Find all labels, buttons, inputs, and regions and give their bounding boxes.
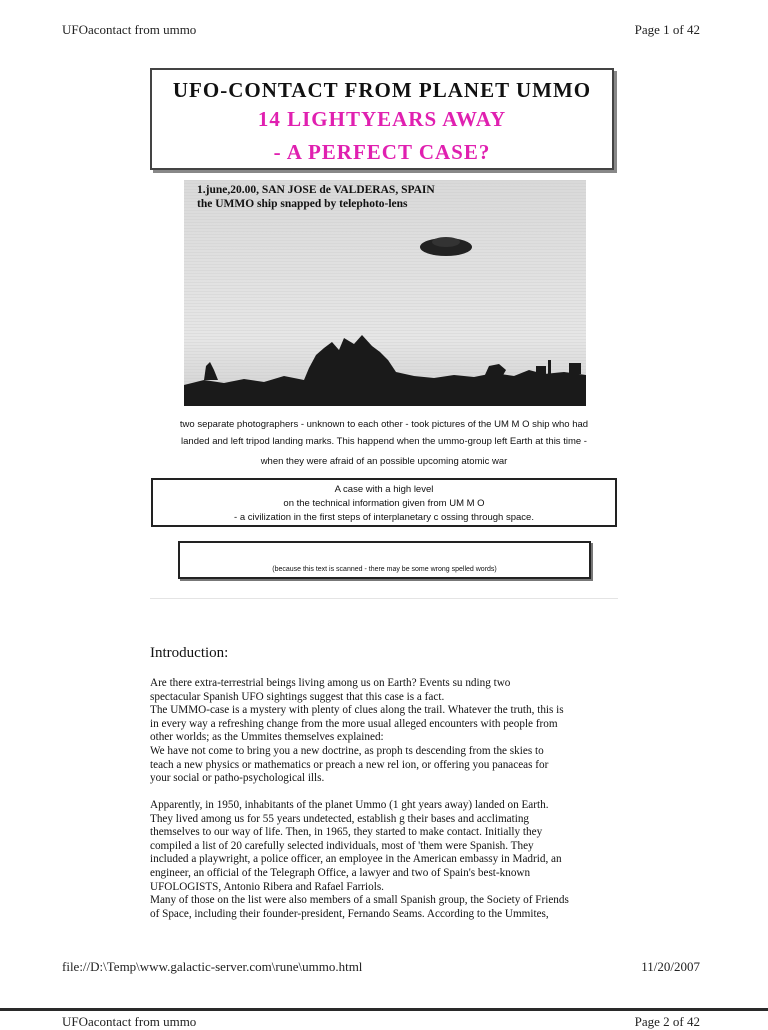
text-line: Are there extra-terrestrial beings living among us on Earth? Events su nding two xyxy=(150,677,511,689)
page-footer-url: file://D:\Temp\www.galactic-server.com\rune\ummo.html xyxy=(62,959,363,974)
title-line-1: UFO-CONTACT FROM PLANET UMMO xyxy=(172,78,592,102)
photo-description-line: when they were afraid of an possible upcoming atomic war xyxy=(260,456,508,467)
text-line: We have not come to bring you a new doctrine, as proph ts descending from the skies to xyxy=(150,744,544,757)
text-line: engineer, an official of the Telegraph Office, a lawyer and two of Spain's best-known xyxy=(150,866,531,879)
introduction-paragraph-1 xyxy=(150,677,620,786)
title-line-2: 14 LIGHTYEARS AWAY xyxy=(257,107,507,131)
text-line: They lived among us for 55 years undetected, establish g their bases and acclimating xyxy=(150,812,530,825)
text-line: Apparently, in 1950, inhabitants of the planet Ummo (1 ght years away) landed on Earth. xyxy=(150,799,549,811)
page-separator xyxy=(0,1008,768,1011)
divider xyxy=(150,598,618,599)
page-header-page-number: Page 1 of 42 xyxy=(634,22,700,37)
info-box-line: A case with a high level xyxy=(334,484,434,495)
text-line: UFOLOGISTS, Antonio Ribera and Rafael Farriols. xyxy=(150,880,384,893)
next-page-header-page-number: Page 2 of 42 xyxy=(634,1014,700,1029)
text-line: in every way a refreshing change from the more usual alleged encounters with people from xyxy=(150,717,558,730)
text-line: teach a new physics or mathematics or preach a new rel ion, or offering you panaceas for xyxy=(150,758,549,771)
ufo-photo xyxy=(184,180,586,406)
photo-description xyxy=(150,416,618,470)
photo-description-line: landed and left tripod landing marks. This happend when the ummo-group left Earth at this time - xyxy=(181,436,587,447)
scan-note-text: (because this text is scanned - there may be some wrong spelled words) xyxy=(272,566,497,573)
text-line: included a playwright, a police officer, an employee in the American embassy in Madrid, an xyxy=(150,853,562,866)
text-line: The UMMO-case is a mystery with plenty of clues along the trail. Whatever the truth, this is xyxy=(150,704,564,717)
info-box-line: - a civilization in the first steps of interplanetary c ossing through space. xyxy=(234,512,534,523)
info-box xyxy=(151,478,617,527)
text-line: your social or patho-psychological ills. xyxy=(150,772,325,785)
text-line: spectacular Spanish UFO sightings suggest that this case is a fact. xyxy=(150,690,445,703)
text-line: other worlds; as the Ummites themselves explained: xyxy=(150,731,384,744)
page-footer-date: 11/20/2007 xyxy=(641,959,700,974)
introduction-paragraph-2 xyxy=(150,799,620,921)
text-line: compiled a list of 20 carefully selected individuals, most of 'them were Spanish. They xyxy=(150,839,534,852)
photo-caption-line-2: the UMMO ship snapped by telephoto-lens xyxy=(197,198,408,210)
title-box xyxy=(150,68,614,170)
scan-note-box xyxy=(178,541,591,579)
photo-description-line: two separate photographers - unknown to each other - took pictures of the UM M O ship who had xyxy=(179,419,589,430)
text-line: themselves to our way of life. Then, in 1965, they started to make contact. Initially they xyxy=(150,826,543,839)
page-header-title: UFOacontact from ummo xyxy=(62,22,197,37)
ufo-photo-image xyxy=(184,180,586,406)
introduction-heading: Introduction: xyxy=(150,645,229,661)
text-line: Many of those on the list were also members of a small Spanish group, the Society of Friends xyxy=(150,894,569,907)
photo-caption-line-1: 1.june,20.00, SAN JOSE de VALDERAS, SPAIN xyxy=(197,184,435,196)
title-line-3: - A PERFECT CASE? xyxy=(273,140,491,164)
text-line: of Space, including their founder-president, Fernando Seams. According to the Ummites, xyxy=(150,907,549,920)
info-box-line: on the technical information given from UM M O xyxy=(283,498,485,509)
next-page-header-title: UFOacontact from ummo xyxy=(62,1014,197,1029)
